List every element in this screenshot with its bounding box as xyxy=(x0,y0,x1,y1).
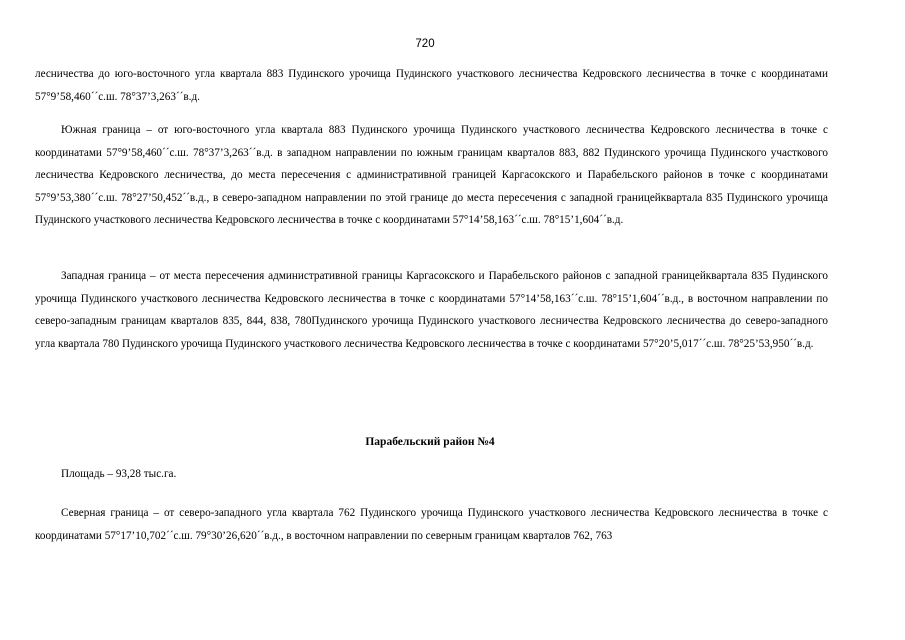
paragraph-continuation: лесничества до юго-восточного угла квартала 883 Пудинского урочища Пудинского участкового лесничества Кедровского лесничества в точке с координатами 57°9’58,460´´с.ш. 78°37’3,263´´в.д. xyxy=(35,68,828,103)
page-number: 720 xyxy=(415,38,435,50)
paragraph-west-border: Западная граница – от места пересечения административной границы Каргасокского и Парабельского районов с западной границейквартала 835 Пудинского урочища Пудинского участкового лесничества Кедровского лесничества в точке с координатами 57°14’58,163´´с.ш. 78°15’1,604´´в.д., в восточном направлении по северо-западным границам кварталов 835, 844, 838, 780Пудинского урочища Пудинского участкового лесничества Кедровского лесничества до северо-западного угла квартала 780 Пудинского урочища Пудинского участкового лесничества Кедровского лесничества в точке с координатами 57°20’5,017´´с.ш. 78°25’53,950´´в.д. xyxy=(35,270,828,350)
paragraph-north-border: Северная граница – от северо-западного угла квартала 762 Пудинского урочища Пудинского участкового лесничества Кедровского лесничества в точке с координатами 57°17’10,702´´с.ш. 79°30’26,620´´в.д., в восточном направлении по северным границам кварталов 762, 763 xyxy=(35,507,828,542)
section-heading: Парабельский район №4 xyxy=(365,436,495,448)
area-line: Площадь – 93,28 тыс.га. xyxy=(61,468,177,480)
paragraph-south-border: Южная граница – от юго-восточного угла квартала 883 Пудинского урочища Пудинского участкового лесничества Кедровского лесничества в точке с координатами 57°9’58,460´´с.ш. 78°37’3,263´´в.д. в западном направлении по южным границам кварталов 883, 882 Пудинского урочища Пудинского участкового лесничества Кедровского лесничества, до места пересечения с административной границей Каргасокского и Парабельского районов в точке с координатами 57°9’53,380´´с.ш. 78°27’50,452´´в.д., в северо-западном направлении по этой границе до места пересечения с западной границейквартала 835 Пудинского урочища Пудинского участкового лесничества Кедровского лесничества в точке с координатами 57°14’58,163´´с.ш. 78°15’1,604´´в.д. xyxy=(35,124,828,227)
